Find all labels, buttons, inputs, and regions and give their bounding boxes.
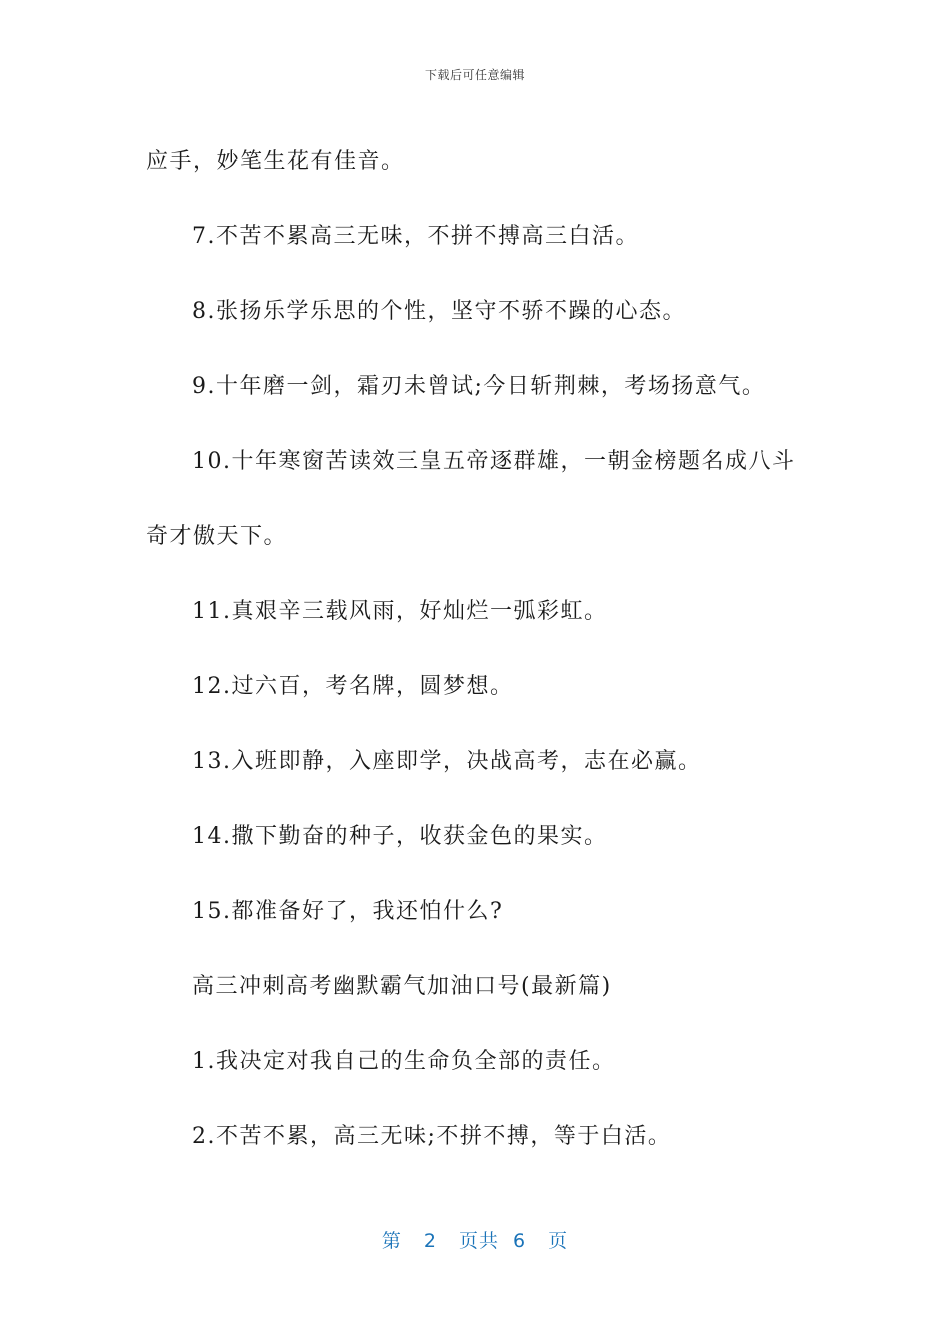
new-slogan-item-2: 2.不苦不累，高三无味;不拼不搏，等于白活。	[192, 1124, 672, 1149]
footer-total-pages: 6	[513, 1230, 527, 1252]
slogan-item-10: 10.十年寒窗苦读效三皇五帝逐群雄，一朝金榜题名成八斗	[192, 449, 796, 474]
new-slogan-item-1: 1.我决定对我自己的生命负全部的责任。	[192, 1049, 616, 1074]
slogan-item-14: 14.撒下勤奋的种子，收获金色的果实。	[192, 824, 608, 849]
slogan-item-15: 15.都准备好了，我还怕什么?	[192, 899, 504, 924]
slogan-item-11: 11.真艰辛三载风雨，好灿烂一弧彩虹。	[192, 599, 608, 624]
section-heading: 高三冲刺高考幽默霸气加油口号(最新篇)	[192, 974, 612, 999]
footer-prefix: 第	[381, 1230, 402, 1252]
slogan-item-7: 7.不苦不累高三无味，不拼不搏高三白活。	[192, 224, 639, 249]
footer-page-number: 2	[423, 1230, 437, 1252]
page-footer	[0, 1226, 950, 1253]
slogan-item-9: 9.十年磨一剑，霜刃未曾试;今日斩荆棘，考场扬意气。	[192, 374, 766, 399]
footer-suffix: 页	[548, 1230, 569, 1252]
document-body	[146, 124, 806, 1174]
footer-middle: 页共	[458, 1230, 499, 1252]
slogan-item-8: 8.张扬乐学乐思的个性，坚守不骄不躁的心态。	[192, 299, 686, 324]
slogan-item-12: 12.过六百，考名牌，圆梦想。	[192, 674, 514, 699]
page-header: 下载后可任意编辑	[424, 68, 525, 82]
paragraph-continuation: 应手，妙笔生花有佳音。	[146, 149, 405, 174]
slogan-item-13: 13.入班即静，入座即学，决战高考，志在必赢。	[192, 749, 702, 774]
slogan-item-10-continuation: 奇才傲天下。	[146, 524, 288, 549]
